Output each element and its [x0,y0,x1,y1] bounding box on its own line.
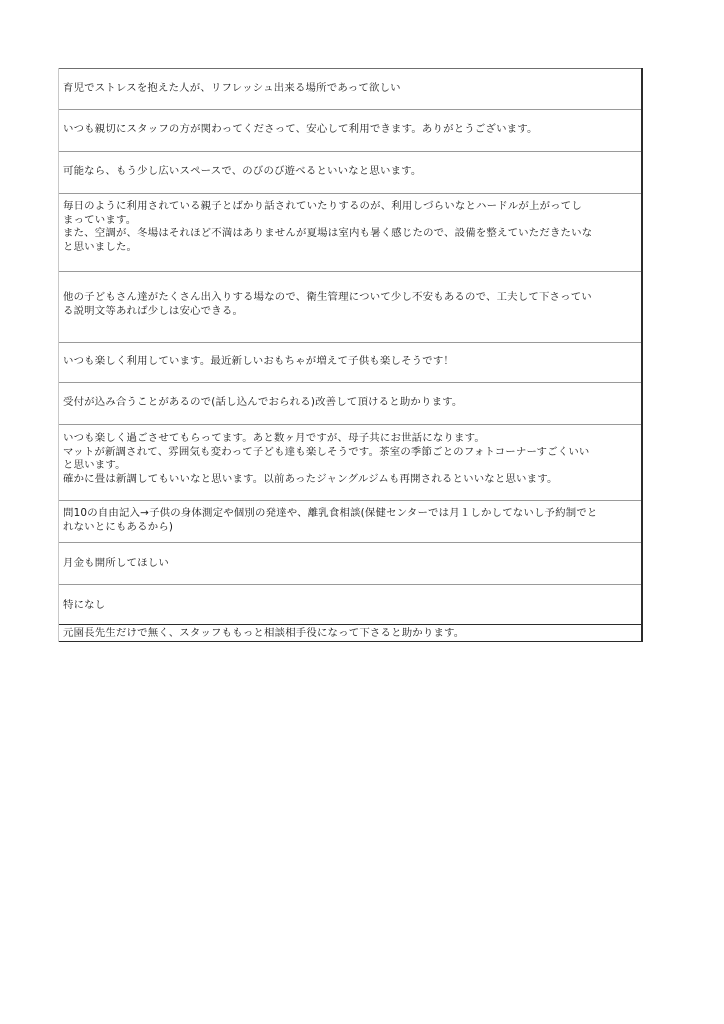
comment-text: 受付が込み合うことがあるので(話し込んでおられる)改善して頂けると助かります。 [63,396,463,408]
comment-row [59,193,641,272]
comment-text: 育児でストレスを抱えた人が、リフレッシュ出来る場所であって欲しい [63,82,401,94]
table-bottom-rule [59,641,641,642]
comment-text: 元園長先生だけで無く、スタッフももっと相談相手役になって下さると助かります。 [63,627,465,639]
comment-row [59,424,641,501]
comment-text: 問10の自由記入→子供の身体測定や個別の発達や、離乳食相談(保健センターでは月１しかしてないし予約制でと れないとにもあるから) [63,507,598,533]
comment-row [59,68,641,109]
comment-row [59,382,641,425]
comment-row [59,342,641,383]
comment-text: いつも親切にスタッフの方が関わってくださって、安心して利用できます。ありがとうございます。 [63,123,538,135]
comment-text: 毎日のように利用されている親子とばかり話されていたりするのが、利用しづらいなとハードルが上がってし まっています。 また、空調が、冬場はそれほど不満はありませんが夏場は室内も暑く感じたので、設備を整えていただきたいな と思いました。 [63,200,593,253]
comment-text: 他の子どもさん達がたくさん出入りする場なので、衛生管理について少し不安もあるので、工夫して下さってい る説明文等あれば少しは安心できる。 [63,291,592,317]
comment-text: 月金も開所してほしい [63,557,169,569]
comment-text: 特になし [63,599,106,611]
comment-row [59,542,641,585]
comments-table [58,68,643,642]
comment-text: 可能なら、もう少し広いスペースで、のびのび遊べるといいなと思います。 [63,165,422,177]
comment-row [59,584,641,625]
comment-text: いつも楽しく過ごさせてもらってます。あと数ヶ月ですが、母子共にお世話になります。 マットが新調されて、雰囲気も変わって子ども達も楽しそうです。茶室の季節ごとのフォトコーナーすごくいい と思います。 確かに畳は新調してもいいなと思います。以前あったジャングルジムも再開されるといいなと思います。 [63,432,590,485]
comment-row [59,109,641,152]
comment-row [59,271,641,343]
comment-row [59,151,641,194]
comment-row [59,500,641,543]
comment-text: いつも楽しく利用しています。最近新しいおもちゃが増えて子供も楽しそうです！ [63,355,455,367]
